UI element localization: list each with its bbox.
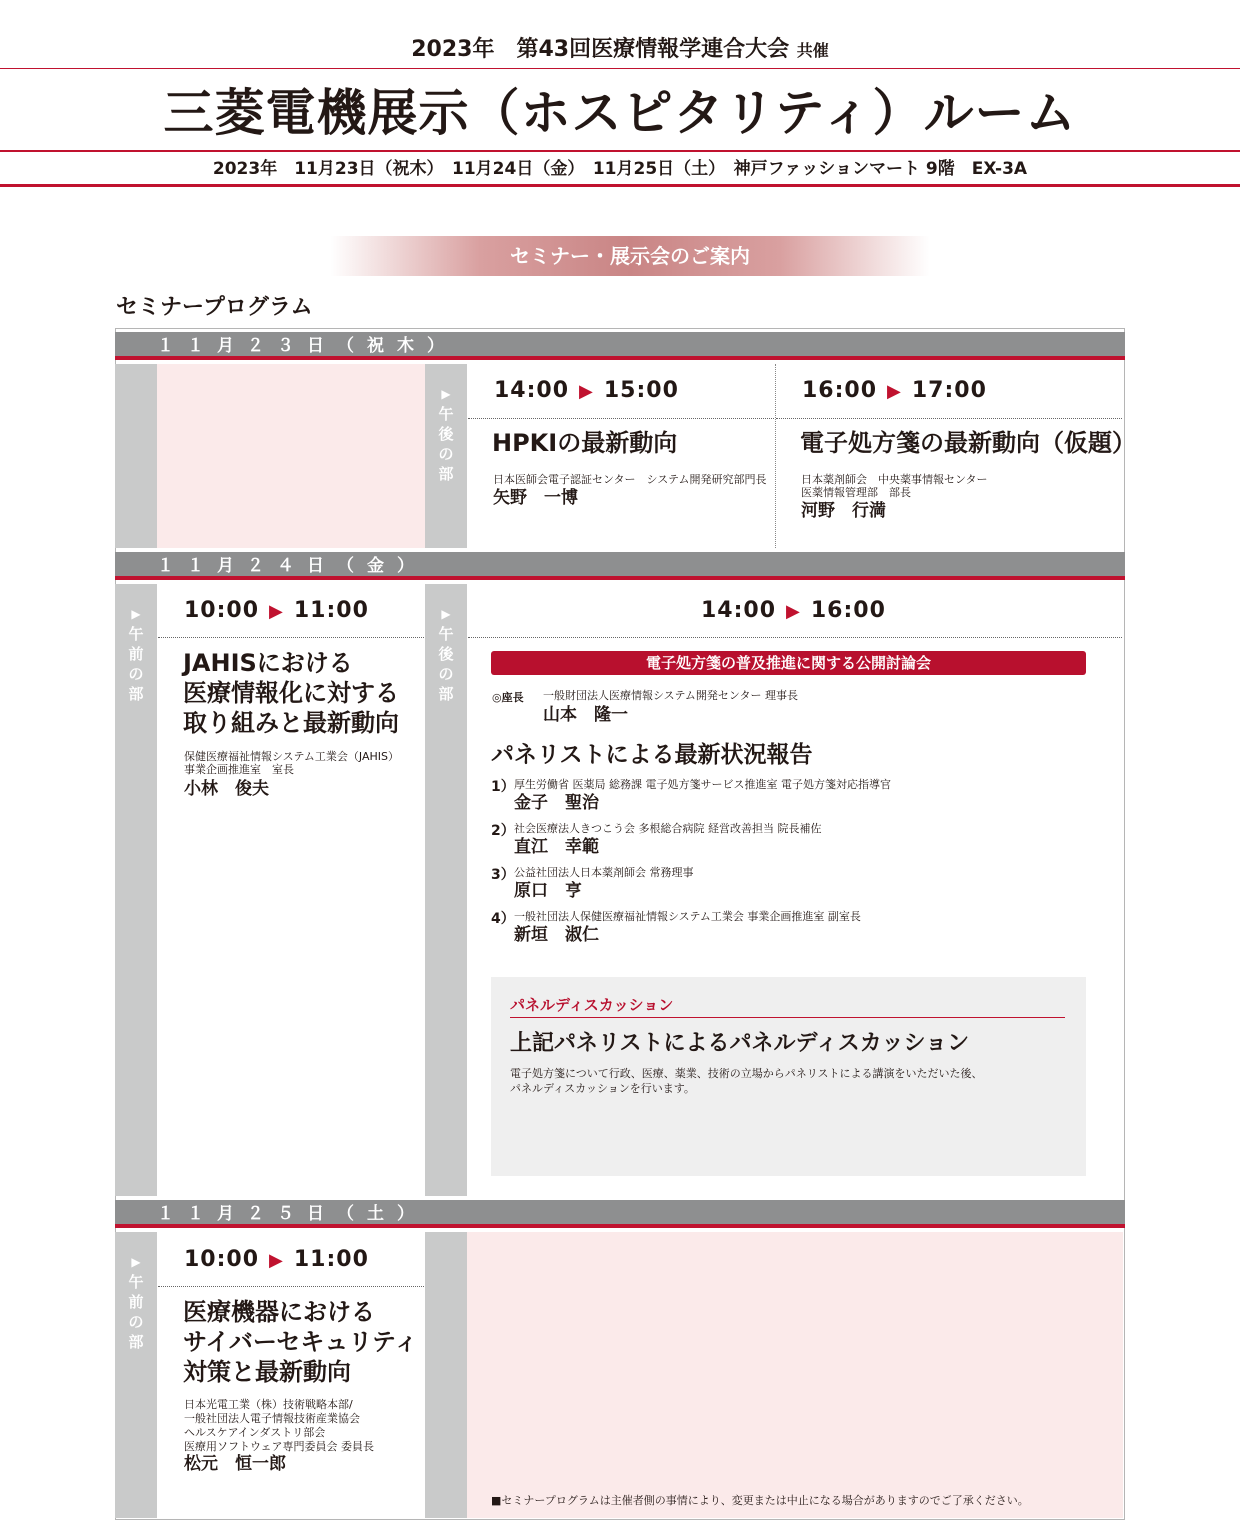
arrow-icon: ▶ bbox=[269, 1250, 284, 1271]
panelist-1-name: 金子 聖治 bbox=[514, 793, 599, 813]
kicker-tag: 共催 bbox=[796, 41, 829, 60]
day2-pm-time: 14:00 ▶ 16:00 bbox=[701, 598, 886, 623]
day1-s1-speaker: 矢野 一博 bbox=[493, 488, 578, 508]
discussion-rule bbox=[510, 1017, 1065, 1018]
day2-pm-divider bbox=[468, 637, 1122, 638]
chair-org: 一般財団法人医療情報システム開発センター 理事長 bbox=[543, 689, 798, 702]
panelist-3-name: 原口 亨 bbox=[514, 881, 582, 901]
section-title: セミナープログラム bbox=[116, 295, 313, 320]
panelist-2-name: 直江 幸範 bbox=[514, 837, 599, 857]
header-kicker bbox=[0, 36, 1240, 65]
chair-label: ◎座長 bbox=[492, 691, 524, 704]
panelist-3-num: 3） bbox=[491, 867, 515, 883]
day2-am-speaker: 小林 俊夫 bbox=[184, 779, 269, 799]
footnote: ■セミナープログラムは主催者側の事情により、変更または中止になる場合がありますのでご了承ください。 bbox=[491, 1494, 1029, 1507]
day1-pm-label: ▶ 午 後 の 部 bbox=[438, 387, 454, 483]
panelist-2-num: 2） bbox=[491, 823, 515, 839]
arrow-icon: ▶ bbox=[269, 601, 284, 622]
panelist-4-name: 新垣 淑仁 bbox=[514, 925, 599, 945]
day2-am-org1: 保健医療福祉情報システム工業会（JAHIS） bbox=[184, 750, 399, 763]
day-band-nov24: １１月２４日（金） bbox=[115, 552, 1125, 580]
discussion-label: パネルディスカッション bbox=[510, 996, 674, 1014]
discussion-desc-1: 電子処方箋について行政、医療、薬業、技術の立場からパネリストによる講演をいただいた後、 bbox=[510, 1067, 983, 1080]
day1-s1-divider bbox=[468, 418, 774, 419]
day1-s2-speaker: 河野 行満 bbox=[801, 501, 886, 521]
panelist-2-org: 社会医療法人きつこう会 多根総合病院 経営改善担当 院長補佐 bbox=[514, 822, 822, 835]
day2-am-label: ▶ 午 前 の 部 bbox=[128, 607, 144, 703]
page-title: 三菱電機展示（ホスピタリティ）ルーム bbox=[163, 84, 1077, 142]
day2-am-title: JAHISにおける 医療情報化に対する 取り組みと最新動向 bbox=[183, 649, 399, 737]
day2-am-org2: 事業企画推進室 室長 bbox=[184, 763, 294, 776]
panelist-1-num: 1） bbox=[491, 779, 515, 795]
chair-name: 山本 隆一 bbox=[543, 705, 628, 725]
day1-s2-title: 電子処方箋の最新動向（仮題） bbox=[800, 429, 1136, 457]
day-band-nov25: １１月２５日（土） bbox=[115, 1200, 1125, 1228]
day3-am-label: ▶ 午 前 の 部 bbox=[128, 1255, 144, 1351]
day2-am-divider bbox=[158, 637, 424, 638]
day-band-nov23: １１月２３日（祝木） bbox=[115, 332, 1125, 360]
banner-text: セミナー・展示会のご案内 bbox=[510, 244, 750, 268]
day1-left-gutter bbox=[115, 364, 157, 548]
day1-s2-org1: 日本薬剤師会 中央薬事情報センター bbox=[801, 473, 988, 486]
day3-am-divider bbox=[158, 1286, 424, 1287]
panelist-4-org: 一般社団法人保健医療福祉情報システム工業会 事業企画推進室 副室長 bbox=[514, 910, 861, 923]
day1-s2-time: 16:00 ▶ 17:00 bbox=[802, 378, 987, 403]
event-dates: 2023年 11月23日（祝木） 11月24日（金） 11月25日（土） 神戸ファッションマート 9階 EX-3A bbox=[212, 159, 1028, 179]
arrow-icon: ▶ bbox=[887, 381, 902, 402]
header-rule-mid bbox=[0, 150, 1240, 152]
panelist-4-num: 4） bbox=[491, 911, 515, 927]
panelist-3-org: 公益社団法人日本薬剤師会 常務理事 bbox=[514, 866, 694, 879]
day1-s1-org: 日本医師会電子認証センター システム開発研究部門長 bbox=[493, 473, 767, 486]
day3-am-org: 日本光電工業（株）技術戦略本部/ 一般社団法人電子情報技術産業協会 ヘルスケアインダストリ部会 医療用ソフトウェア専門委員会 委員長 bbox=[184, 1398, 375, 1453]
panelist-1-org: 厚生労働省 医薬局 総務課 電子処方箋サービス推進室 電子処方箋対応指導官 bbox=[514, 778, 891, 791]
day1-s1-title: HPKIの最新動向 bbox=[492, 429, 678, 457]
discussion-desc-2: パネルディスカッションを行います。 bbox=[510, 1082, 695, 1095]
day3-am-title: 医療機器における サイバーセキュリティ 対策と最新動向 bbox=[183, 1298, 418, 1386]
day3-empty-pm bbox=[467, 1232, 1123, 1518]
seminar-banner bbox=[330, 236, 930, 276]
day3-am-time: 10:00 ▶ 11:00 bbox=[184, 1247, 369, 1272]
day1-empty-am bbox=[157, 364, 425, 548]
arrow-icon: ▶ bbox=[786, 601, 801, 622]
day1-s2-divider bbox=[776, 418, 1122, 419]
day1-s1-time: 14:00 ▶ 15:00 bbox=[494, 378, 679, 403]
day1-column-divider bbox=[775, 364, 776, 548]
day2-am-time: 10:00 ▶ 11:00 bbox=[184, 598, 369, 623]
panel-heading: パネリストによる最新状況報告 bbox=[491, 742, 813, 768]
day3-pm-gutter bbox=[425, 1232, 467, 1518]
header-rule-bottom bbox=[0, 184, 1240, 187]
day2-pm-label: ▶ 午 後 の 部 bbox=[438, 607, 454, 703]
day3-am-speaker: 松元 恒一郎 bbox=[184, 1454, 286, 1474]
discussion-title: 上記パネリストによるパネルディスカッション bbox=[510, 1031, 970, 1056]
day1-s2-org2: 医薬情報管理部 部長 bbox=[801, 486, 911, 499]
event-label-bar: 電子処方箋の普及推進に関する公開討論会 bbox=[491, 651, 1086, 675]
kicker-text: 2023年 第43回医療情報学連合大会 bbox=[411, 37, 790, 62]
arrow-icon: ▶ bbox=[579, 381, 594, 402]
header-rule-top bbox=[0, 68, 1240, 69]
